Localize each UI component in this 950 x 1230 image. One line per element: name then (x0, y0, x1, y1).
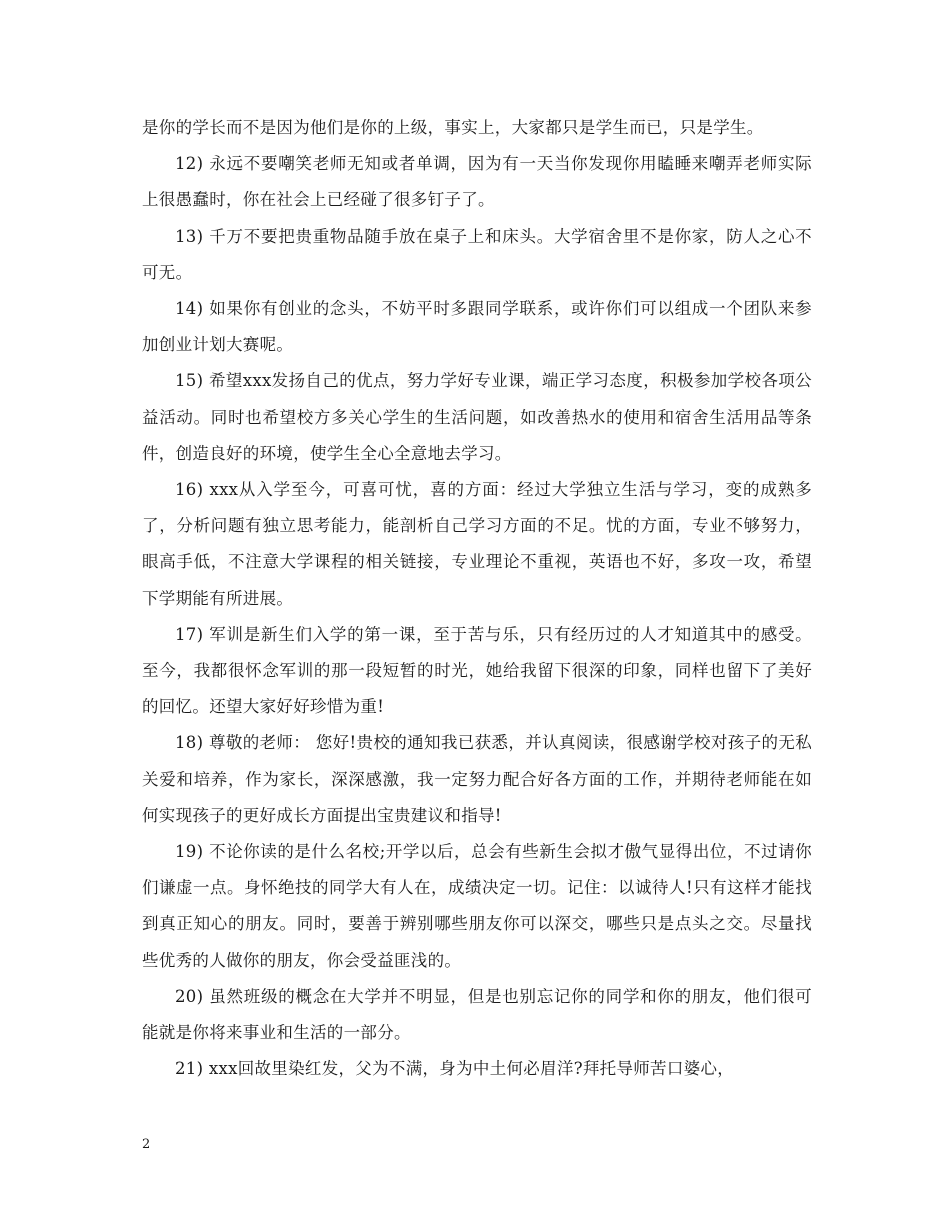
paragraph-item-18: 18) 尊敬的老师： 您好!贵校的通知我已获悉，并认真阅读，很感谢学校对孩子的无私关爱和培养，作为家长，深深感激，我一定努力配合好各方面的工作，并期待老师能在如何实现孩子的更好成长方面提出宝贵建议和指导! (142, 733, 812, 825)
document-body (142, 110, 812, 1087)
paragraph-item-13: 13) 千万不要把贵重物品随手放在桌子上和床头。大学宿舍里不是你家，防人之心不可无。 (142, 226, 812, 282)
paragraph-item-21: 21) xxx回故里染红发，父为不满，身为中土何必眉洋?拜托导师苦口婆心， (175, 1059, 735, 1079)
paragraph-item-17: 17) 军训是新生们入学的第一课，至于苦与乐，只有经历过的人才知道其中的感受。至今，我都很怀念军训的那一段短暂的时光，她给我留下很深的印象，同样也留下了美好的回忆。还望大家好好珍惜为重! (142, 624, 812, 717)
paragraph-item-16: 16) xxx从入学至今，可喜可忧，喜的方面：经过大学独立生活与学习，变的成熟多了，分析问题有独立思考能力，能剖析自己学习方面的不足。忧的方面，专业不够努力，眼高手低，不注意大学课程的相关链接，专业理论不重视，英语也不好，多攻一攻，希望下学期能有所进展。 (142, 480, 812, 608)
paragraph-item-14: 14) 如果你有创业的念头，不妨平时多跟同学联系，或许你们可以组成一个团队来参加创业计划大赛呢。 (142, 299, 812, 355)
paragraph-item-19: 19) 不论你读的是什么名校;开学以后，总会有些新生会拟才傲气显得出位，不过请你们谦虚一点。身怀绝技的同学大有人在，成绩决定一切。记住：以诚待人!只有这样才能找到真正知心的朋友。同时，要善于辨别哪些朋友你可以深交，哪些只是点头之交。尽量找些优秀的人做你的朋友，你会受益匪浅的。 (142, 842, 812, 970)
page-number: 2 (142, 1137, 151, 1152)
paragraph-item-15: 15) 希望xxx发扬自己的优点，努力学好专业课，端正学习态度，积极参加学校各项公益活动。同时也希望校方多关心学生的生活问题，如改善热水的使用和宿舍生活用品等条件，创造良好的环境，使学生全心全意地去学习。 (142, 371, 812, 463)
paragraph-continuation: 是你的学长而不是因为他们是你的上级，事实上，大家都只是学生而已，只是学生。 (142, 118, 764, 137)
paragraph-item-12: 12) 永远不要嘲笑老师无知或者单调，因为有一天当你发现你用瞌睡来嘲弄老师实际上很愚蠢时，你在社会上已经碰了很多钉子了。 (142, 154, 812, 210)
paragraph-item-20: 20) 虽然班级的概念在大学并不明显，但是也别忘记你的同学和你的朋友，他们很可能就是你将来事业和生活的一部分。 (142, 986, 812, 1043)
